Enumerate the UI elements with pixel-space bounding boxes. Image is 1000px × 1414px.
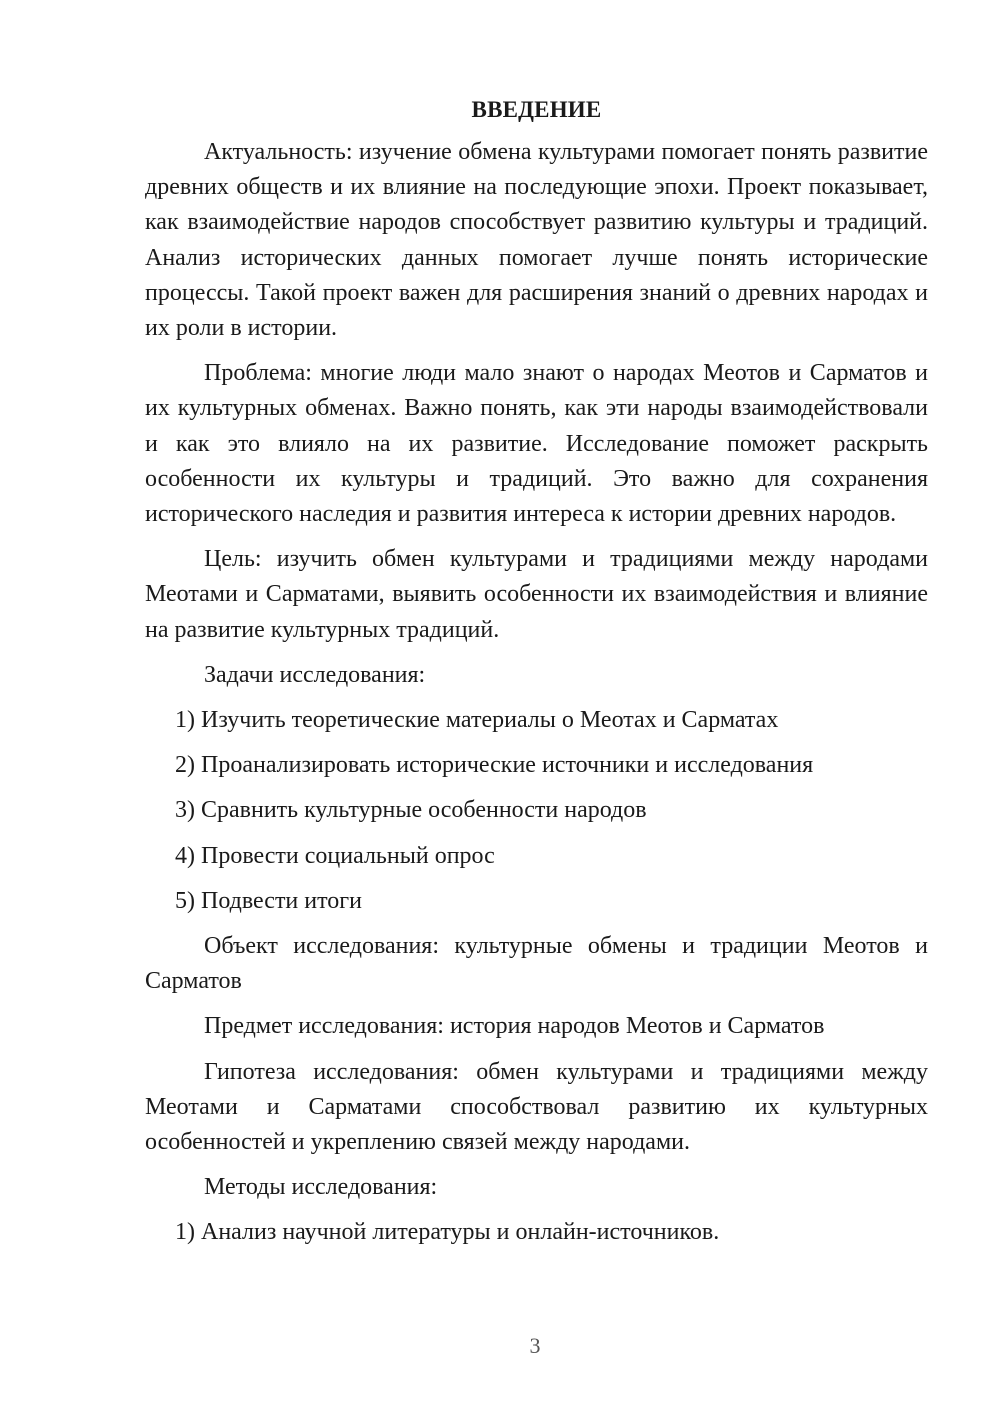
hypothesis-paragraph: Гипотеза исследования: обмен культурами и традициями между Меотами и Сарматами способствовал развитию их культурных особенностей и укреплению связей между народами. xyxy=(145,1058,928,1156)
object-paragraph: Объект исследования: культурные обмены и традиции Меотов и Сарматов xyxy=(145,933,928,995)
list-item: 1) Анализ научной литературы и онлайн-источников. xyxy=(175,1219,720,1246)
tasks-list xyxy=(145,703,928,919)
list-item: 2) Проанализировать исторические источники и исследования xyxy=(175,752,814,779)
section-title: ВВЕДЕНИЕ xyxy=(471,97,602,122)
methods-heading: Методы исследования: xyxy=(204,1174,438,1201)
list-item: 1) Изучить теоретические материалы о Меотах и Сарматах xyxy=(175,707,779,734)
methods-list xyxy=(145,1215,928,1250)
subject-paragraph: Предмет исследования: история народов Меотов и Сарматов xyxy=(204,1013,825,1040)
page-number: 3 xyxy=(529,1333,541,1358)
relevance-paragraph: Актуальность: изучение обмена культурами помогает понять развитие древних обществ и их влияние на последующие эпохи. Проект показывает, как взаимодействие народов способствует развитию культуры и традиций. Анализ исторических данных помогает лучше понять исторические процессы. Такой проект важен для расширения знаний о древних народах и их роли в истории. xyxy=(145,139,928,342)
document-body xyxy=(145,95,928,1261)
tasks-heading: Задачи исследования: xyxy=(204,661,426,688)
problem-paragraph: Проблема: многие люди мало знают о народах Меотов и Сарматов и их культурных обменах. Важно понять, как эти народы взаимодействовали и как это влияло на их развитие. Исследование поможет раскрыть особенности их культуры и традиций. Это важно для сохранения исторического наследия и развития интереса к истории древних народов. xyxy=(145,360,928,528)
list-item: 5) Подвести итоги xyxy=(175,887,362,914)
list-item: 3) Сравнить культурные особенности народов xyxy=(175,797,647,824)
list-item: 4) Провести социальный опрос xyxy=(175,842,495,869)
goal-paragraph: Цель: изучить обмен культурами и традициями между народами Меотами и Сарматами, выявить особенности их взаимодействия и влияние на развитие культурных традиций. xyxy=(145,546,928,643)
